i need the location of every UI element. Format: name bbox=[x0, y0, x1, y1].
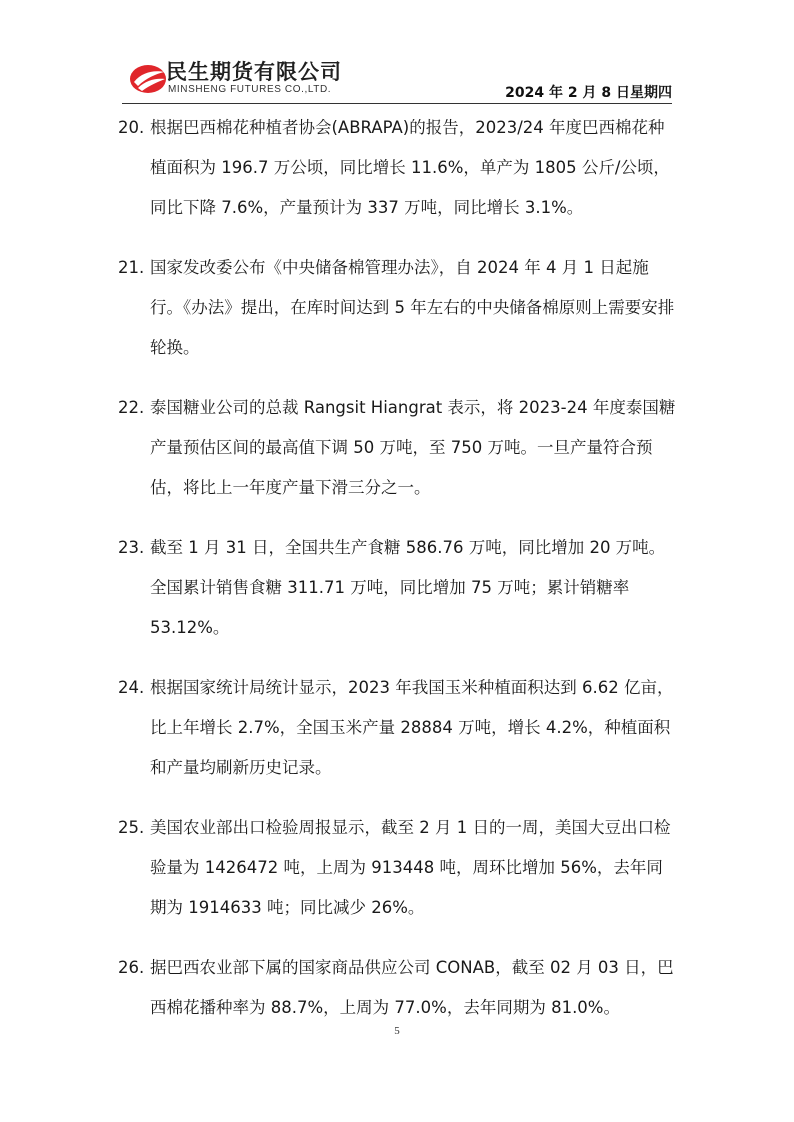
list-item bbox=[118, 248, 678, 368]
page-number: 5 bbox=[394, 1025, 400, 1037]
item-number: 26. bbox=[118, 958, 145, 977]
item-number: 20. bbox=[118, 118, 145, 137]
list-item bbox=[118, 108, 678, 228]
list-item bbox=[118, 948, 678, 1028]
list-item bbox=[118, 668, 678, 788]
item-number: 24. bbox=[118, 678, 145, 697]
list-item bbox=[118, 528, 678, 648]
item-text: 国家发改委公布《中央储备棉管理办法》，自 2024 年 4 月 1 日起施行。《办法》提出，在库时间达到 5 年左右的中央储备棉原则上需要安排轮换。 bbox=[150, 258, 675, 357]
item-text: 美国农业部出口检验周报显示，截至 2 月 1 日的一周，美国大豆出口检验量为 1426472 吨，上周为 913448 吨，周环比增加 56%，去年同期为 1914633 吨；同比减少 26%。 bbox=[150, 818, 671, 917]
item-text: 截至 1 月 31 日，全国共生产食糖 586.76 万吨，同比增加 20 万吨。全国累计销售食糖 311.71 万吨，同比增加 75 万吨；累计销糖率 53.12%。 bbox=[150, 538, 666, 637]
item-number: 21. bbox=[118, 258, 145, 277]
item-number: 22. bbox=[118, 398, 145, 417]
item-text: 据巴西农业部下属的国家商品供应公司 CONAB，截至 02 月 03 日，巴西棉花播种率为 88.7%，上周为 77.0%，去年同期为 81.0%。 bbox=[150, 958, 674, 1017]
item-number: 25. bbox=[118, 818, 145, 837]
news-list bbox=[118, 108, 678, 1048]
header-date: 2024 年 2 月 8 日星期四 bbox=[505, 85, 672, 101]
company-name-en: MINSHENG FUTURES CO.,LTD. bbox=[168, 84, 332, 95]
list-item bbox=[118, 388, 678, 508]
item-number: 23. bbox=[118, 538, 145, 557]
list-item bbox=[118, 808, 678, 928]
company-logo bbox=[122, 52, 382, 102]
minsheng-logo-icon bbox=[128, 60, 168, 96]
page-header bbox=[122, 52, 672, 106]
item-text: 泰国糖业公司的总裁 Rangsit Hiangrat 表示，将 2023-24 年度泰国糖产量预估区间的最高值下调 50 万吨，至 750 万吨。一旦产量符合预估，将比上一年度产量下滑三分之一。 bbox=[150, 398, 676, 497]
item-text: 根据国家统计局统计显示，2023 年我国玉米种植面积达到 6.62 亿亩，比上年增长 2.7%，全国玉米产量 28884 万吨，增长 4.2%，种植面积和产量均刷新历史记录。 bbox=[150, 678, 674, 777]
item-text: 根据巴西棉花种植者协会(ABRAPA)的报告，2023/24 年度巴西棉花种植面积为 196.7 万公顷，同比增长 11.6%，单产为 1805 公斤/公顷，同比下降 7.6%，产量预计为 337 万吨，同比增长 3.1%。 bbox=[150, 118, 670, 217]
header-divider bbox=[122, 103, 672, 104]
company-name-cn: 民生期货有限公司 bbox=[166, 60, 342, 84]
